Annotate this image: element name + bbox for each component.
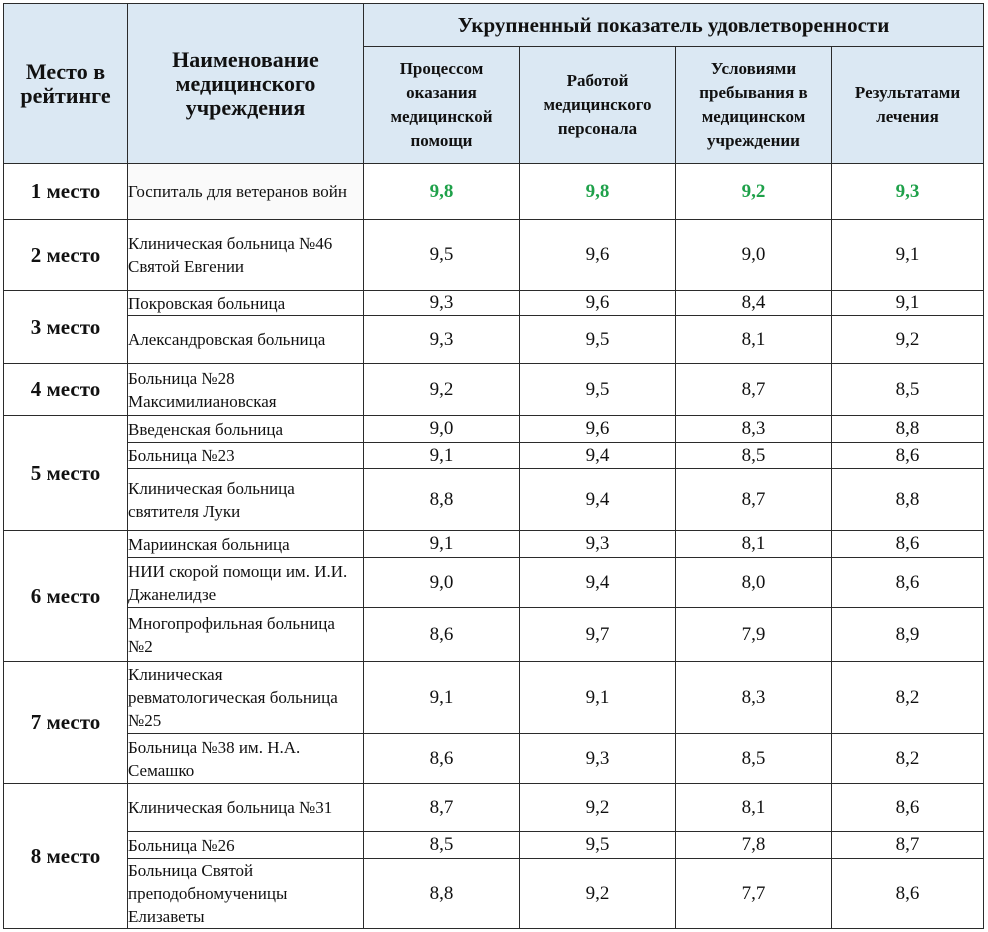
score-results: 8,2 [832,662,984,734]
score-results: 8,6 [832,558,984,608]
score-staff: 9,3 [520,734,676,784]
score-staff: 9,3 [520,531,676,558]
place-cell: 5 место [4,416,128,531]
score-results: 9,2 [832,316,984,364]
table-row [4,784,984,832]
score-staff: 9,4 [520,443,676,469]
hospital-name: Клиническая больница №31 [128,784,364,832]
score-staff: 9,5 [520,832,676,859]
table-row [4,531,984,558]
score-conditions: 8,4 [676,291,832,316]
table-row [4,164,984,220]
hospital-name: НИИ скорой помощи им. И.И. Джанелидзе [128,558,364,608]
score-conditions: 8,1 [676,531,832,558]
hospital-name: Введенская больница [128,416,364,443]
score-conditions: 9,0 [676,220,832,291]
header-group: Укрупненный показатель удовлетворенности [364,4,984,47]
score-conditions: 8,5 [676,734,832,784]
table-row [4,469,984,531]
score-staff: 9,5 [520,316,676,364]
score-conditions: 8,3 [676,416,832,443]
score-conditions: 9,2 [676,164,832,220]
score-process: 9,8 [364,164,520,220]
score-process: 9,1 [364,662,520,734]
table-row [4,558,984,608]
hospital-name: Покровская больница [128,291,364,316]
table-row [4,608,984,662]
score-results: 9,3 [832,164,984,220]
header-col-staff: Работой медицинского персонала [520,47,676,164]
score-process: 8,8 [364,469,520,531]
hospital-name: Больница №38 им. Н.А. Семашко [128,734,364,784]
score-staff: 9,6 [520,220,676,291]
score-process: 9,5 [364,220,520,291]
hospital-name: Многопрофильная больница №2 [128,608,364,662]
table-row [4,662,984,734]
place-cell: 4 место [4,364,128,416]
score-process: 9,3 [364,316,520,364]
score-results: 8,2 [832,734,984,784]
score-results: 8,5 [832,364,984,416]
table-row [4,443,984,469]
score-conditions: 8,5 [676,443,832,469]
score-conditions: 7,7 [676,859,832,929]
score-conditions: 7,9 [676,608,832,662]
place-cell: 2 место [4,220,128,291]
hospital-name: Больница Святой преподобномученицы Елизаветы [128,859,364,929]
table-row [4,416,984,443]
hospital-name: Мариинская больница [128,531,364,558]
score-process: 9,1 [364,443,520,469]
score-conditions: 8,1 [676,784,832,832]
score-process: 8,7 [364,784,520,832]
header-col-results: Результатами лечения [832,47,984,164]
score-staff: 9,1 [520,662,676,734]
score-staff: 9,4 [520,469,676,531]
header-place: Место в рейтинге [4,4,128,164]
score-process: 8,5 [364,832,520,859]
header-name: Наименование медицинского учреждения [128,4,364,164]
score-results: 8,6 [832,784,984,832]
table-row [4,316,984,364]
score-staff: 9,6 [520,291,676,316]
hospital-name: Госпиталь для ветеранов войн [128,164,364,220]
table-row [4,832,984,859]
score-staff: 9,8 [520,164,676,220]
score-process: 9,1 [364,531,520,558]
place-cell: 6 место [4,531,128,662]
score-process: 9,2 [364,364,520,416]
score-results: 8,7 [832,832,984,859]
table-row [4,291,984,316]
header-col-conditions: Условиями пребывания в медицинском учреждении [676,47,832,164]
hospital-name: Больница №28 Максимилиановская [128,364,364,416]
score-conditions: 8,3 [676,662,832,734]
hospital-name: Больница №23 [128,443,364,469]
score-process: 9,0 [364,558,520,608]
header-col-process: Процессом оказания медицинской помощи [364,47,520,164]
score-results: 9,1 [832,220,984,291]
score-conditions: 8,7 [676,364,832,416]
place-cell: 1 место [4,164,128,220]
score-process: 9,3 [364,291,520,316]
score-staff: 9,2 [520,859,676,929]
score-conditions: 8,0 [676,558,832,608]
score-conditions: 7,8 [676,832,832,859]
place-cell: 3 место [4,291,128,364]
score-staff: 9,6 [520,416,676,443]
score-results: 8,8 [832,469,984,531]
score-staff: 9,4 [520,558,676,608]
score-process: 8,6 [364,608,520,662]
hospital-name: Клиническая ревматологическая больница №25 [128,662,364,734]
table-row [4,364,984,416]
score-conditions: 8,1 [676,316,832,364]
score-staff: 9,7 [520,608,676,662]
score-results: 8,6 [832,859,984,929]
score-staff: 9,2 [520,784,676,832]
score-process: 8,8 [364,859,520,929]
score-results: 8,8 [832,416,984,443]
score-conditions: 8,7 [676,469,832,531]
hospital-name: Клиническая больница №46 Святой Евгении [128,220,364,291]
score-results: 8,6 [832,443,984,469]
table-row [4,734,984,784]
score-results: 9,1 [832,291,984,316]
table-row [4,859,984,929]
place-cell: 8 место [4,784,128,929]
score-results: 8,9 [832,608,984,662]
hospital-name: Александровская больница [128,316,364,364]
place-cell: 7 место [4,662,128,784]
rating-table [3,3,984,929]
score-staff: 9,5 [520,364,676,416]
score-results: 8,6 [832,531,984,558]
score-process: 8,6 [364,734,520,784]
table-row [4,220,984,291]
hospital-name: Клиническая больница святителя Луки [128,469,364,531]
hospital-name: Больница №26 [128,832,364,859]
score-process: 9,0 [364,416,520,443]
